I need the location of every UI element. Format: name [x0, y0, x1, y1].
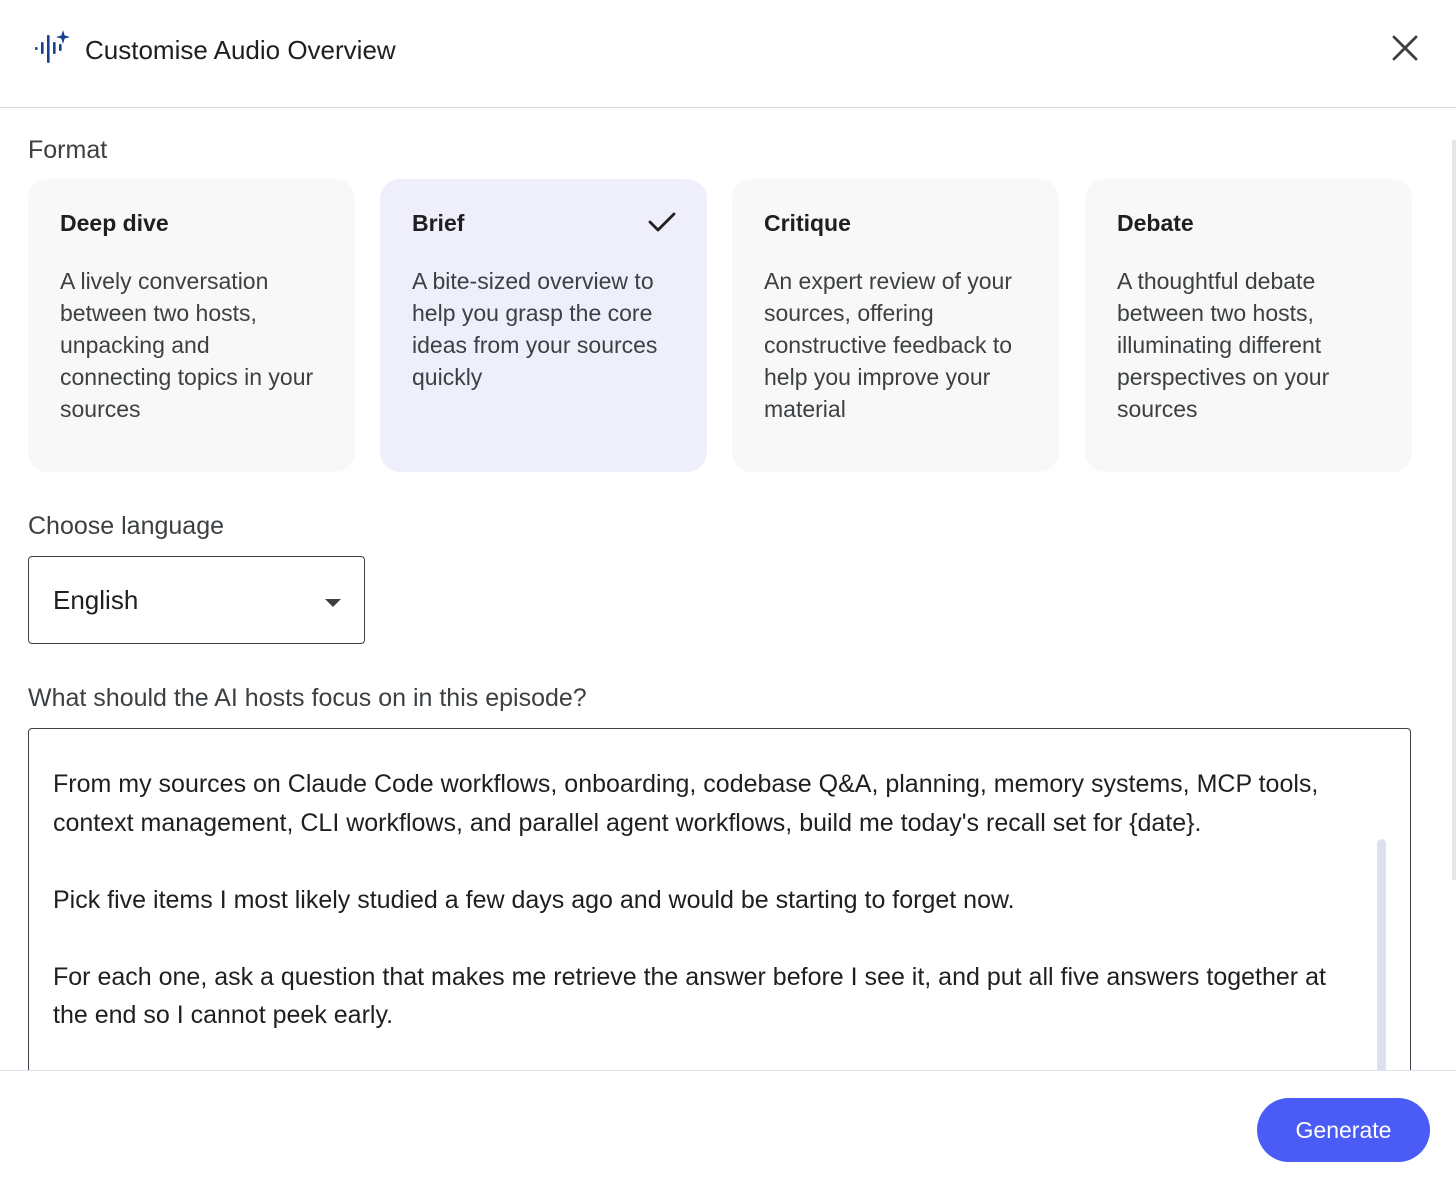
dialog-scrollbar[interactable]: [1452, 140, 1456, 880]
dialog-title: Customise Audio Overview: [85, 35, 396, 65]
close-button[interactable]: [1382, 27, 1428, 73]
card-description: A thoughtful debate between two hosts, illuminating different perspectives on your sources: [1117, 268, 1330, 422]
focus-paragraph: Pick five items I most likely studied a few days ago and would be starting to forget now.: [53, 885, 1015, 914]
format-card-deep-dive[interactable]: [28, 179, 355, 472]
format-label: Format: [28, 136, 108, 164]
close-icon: [1392, 35, 1418, 66]
language-label: Choose language: [28, 512, 224, 540]
dialog-footer: [0, 1070, 1456, 1177]
textarea-scrollbar[interactable]: [1377, 839, 1386, 1089]
card-title: Brief: [412, 210, 465, 236]
checkmark-icon: [648, 211, 677, 238]
card-title: Critique: [764, 210, 851, 236]
card-title: Debate: [1117, 210, 1194, 236]
audio-spark-icon: [33, 30, 73, 68]
dropdown-arrow-icon: [324, 595, 342, 613]
dialog-header: [0, 0, 1456, 108]
focus-label: What should the AI hosts focus on in this episode?: [28, 684, 587, 712]
format-card-brief[interactable]: [380, 179, 707, 472]
language-select[interactable]: [28, 556, 365, 644]
focus-paragraph: For each one, ask a question that makes me retrieve the answer before I see it, and put all five answers together at the end so I cannot peek early.: [53, 962, 1326, 1029]
card-description: A lively conversation between two hosts, unpacking and connecting topics in your sources: [60, 268, 314, 422]
format-card-debate[interactable]: [1085, 179, 1412, 472]
card-description: A bite-sized overview to help you grasp the core ideas from your sources quickly: [412, 268, 658, 390]
card-description: An expert review of your sources, offering constructive feedback to help you improve your material: [764, 268, 1013, 422]
focus-textarea[interactable]: [28, 728, 1411, 1128]
focus-text: [53, 765, 1363, 1073]
focus-paragraph: From my sources on Claude Code workflows, onboarding, codebase Q&A, planning, memory systems, MCP tools, context management, CLI workflows, and parallel agent workflows, build me today's recall set for {date}.: [53, 770, 1319, 837]
format-card-critique[interactable]: [732, 179, 1059, 472]
generate-button[interactable]: Generate: [1257, 1098, 1430, 1162]
language-value: English: [53, 585, 139, 615]
card-title: Deep dive: [60, 210, 169, 236]
